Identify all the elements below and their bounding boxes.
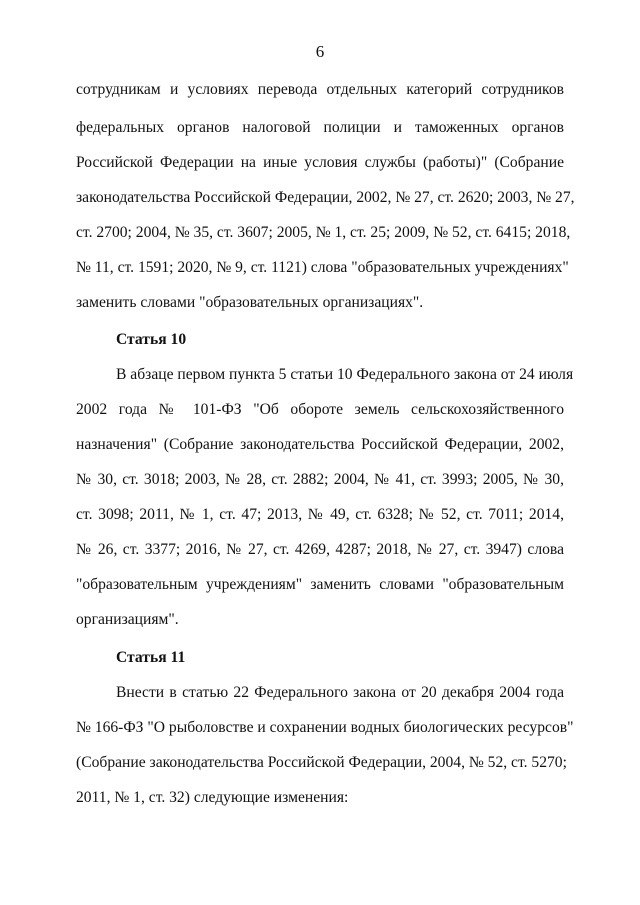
- text-line: № 26, ст. 3377; 2016, № 27, ст. 4269, 4287; 2018, № 27, ст. 3947) слова: [76, 541, 564, 558]
- text-line: законодательства Российской Федерации, 2002, № 27, ст. 2620; 2003, № 27,: [76, 189, 575, 206]
- text-line: № 30, ст. 3018; 2003, № 28, ст. 2882; 2004, № 41, ст. 3993; 2005, № 30,: [76, 471, 564, 488]
- article-11-heading: Статья 11: [116, 649, 186, 666]
- text-line: заменить словами "образовательных организациях".: [76, 294, 424, 311]
- text-line: сотрудникам и условиях перевода отдельных категорий сотрудников: [76, 81, 564, 98]
- text-line: "образовательным учреждениям" заменить словами "образовательным: [76, 576, 564, 593]
- text-line: В абзаце первом пункта 5 статьи 10 Федерального закона от 24 июля: [116, 366, 574, 383]
- text-line: (Собрание законодательства Российской Федерации, 2004, № 52, ст. 5270;: [76, 754, 567, 771]
- text-line: назначения" (Собрание законодательства Российской Федерации, 2002,: [76, 436, 564, 453]
- text-line: № 166-ФЗ "О рыболовстве и сохранении водных биологических ресурсов": [76, 719, 574, 736]
- text-line: 2011, № 1, ст. 32) следующие изменения:: [76, 789, 349, 806]
- article-10-heading: Статья 10: [116, 331, 187, 348]
- text-line: федеральных органов налоговой полиции и таможенных органов: [76, 119, 564, 136]
- text-line: Российской Федерации на иные условия службы (работы)" (Собрание: [76, 154, 564, 171]
- text-line: ст. 3098; 2011, № 1, ст. 47; 2013, № 49, ст. 6328; № 52, ст. 7011; 2014,: [76, 506, 564, 523]
- page-number: 6: [315, 42, 325, 61]
- text-line: Внести в статью 22 Федерального закона от 20 декабря 2004 года: [116, 684, 564, 701]
- text-line: организациям".: [76, 611, 179, 628]
- text-line: № 11, ст. 1591; 2020, № 9, ст. 1121) слова "образовательных учреждениях": [76, 259, 569, 276]
- text-line: ст. 2700; 2004, № 35, ст. 3607; 2005, № 1, ст. 25; 2009, № 52, ст. 6415; 2018,: [76, 224, 571, 241]
- text-line: 2002 года № 101-ФЗ "Об обороте земель сельскохозяйственного: [76, 401, 564, 418]
